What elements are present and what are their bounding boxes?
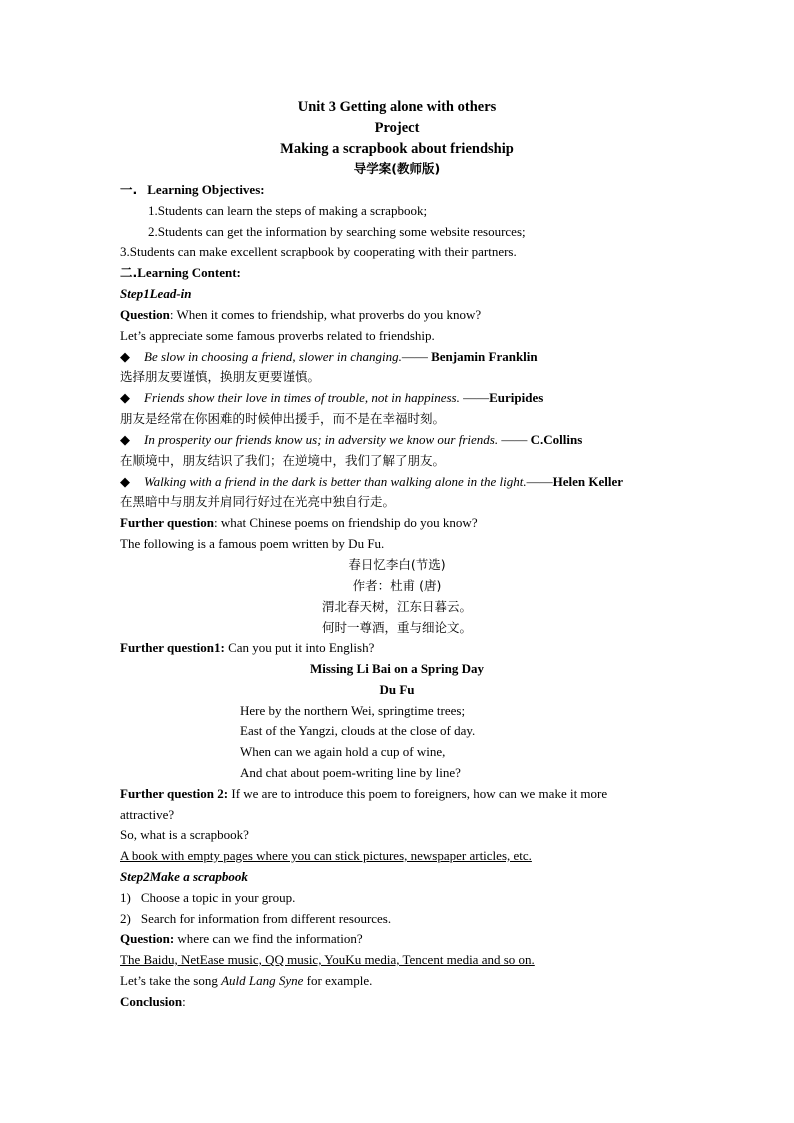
conclusion-colon: : bbox=[182, 994, 186, 1009]
objective-item: 3.Students can make excellent scrapbook by cooperating with their partners. bbox=[120, 244, 517, 259]
step2-question bbox=[120, 930, 363, 948]
proverb-dash: —— bbox=[526, 474, 553, 489]
objectives-heading-num: 一. bbox=[120, 182, 138, 197]
proverb-translation: 在顺境中，朋友结识了我们；在逆境中，我们了解了朋友。 bbox=[120, 453, 446, 468]
step2-question-label: Question: bbox=[120, 931, 175, 946]
further-question-1 bbox=[120, 639, 374, 657]
step2-item-num: 2) bbox=[120, 911, 131, 926]
conclusion-label: Conclusion bbox=[120, 994, 183, 1009]
proverb-dash: —— bbox=[459, 390, 490, 405]
scrapbook-question: So, what is a scrapbook? bbox=[120, 827, 249, 842]
conclusion bbox=[120, 993, 186, 1011]
step2-item bbox=[120, 889, 295, 907]
poem-en-line: When can we again hold a cup of wine, bbox=[240, 744, 446, 759]
proverb-line bbox=[120, 348, 538, 366]
song-title: Auld Lang Syne bbox=[221, 973, 304, 988]
poem-en-line: East of the Yangzi, clouds at the close of day. bbox=[240, 723, 476, 738]
proverb-text: In prosperity our friends know us; in adversity we know our friends. bbox=[144, 432, 499, 447]
fq2-text-cont: attractive? bbox=[120, 807, 175, 822]
proverb-translation: 在黑暗中与朋友并肩同行好过在光亮中独自行走。 bbox=[120, 494, 396, 509]
song-example bbox=[120, 972, 372, 990]
poem-en-author: Du Fu bbox=[379, 682, 415, 697]
poem-en-title: Missing Li Bai on a Spring Day bbox=[309, 661, 485, 676]
proverb-translation: 选择朋友要谨慎，换朋友更要谨慎。 bbox=[120, 369, 321, 384]
proverb-author: Euripides bbox=[489, 390, 544, 405]
question-text: : When it comes to friendship, what proverbs do you know? bbox=[169, 307, 482, 322]
proverb-author: Benjamin Franklin bbox=[427, 349, 538, 364]
poem-en-line: Here by the northern Wei, springtime trees; bbox=[240, 703, 466, 718]
poem-cn-title: 春日忆李白(节选) bbox=[348, 557, 446, 572]
fq1-label: Further question1: bbox=[120, 640, 225, 655]
proverb-dash: —— bbox=[498, 432, 531, 447]
bullet-diamond-icon: ◆ bbox=[120, 349, 130, 364]
step2-item bbox=[120, 910, 391, 928]
further-question bbox=[120, 514, 478, 532]
objective-item: 1.Students can learn the steps of making a scrapbook; bbox=[148, 203, 428, 218]
proverb-dash: —— bbox=[401, 349, 428, 364]
fq2-label: Further question 2: bbox=[120, 786, 229, 801]
project-title: Project bbox=[374, 120, 420, 136]
objective-item: 2.Students can get the information by searching some website resources; bbox=[148, 224, 526, 239]
further-text: : what Chinese poems on friendship do you know? bbox=[214, 515, 478, 530]
unit-title: Unit 3 Getting alone with others bbox=[297, 99, 497, 115]
further-label: Further question bbox=[120, 515, 215, 530]
proverb-text: Walking with a friend in the dark is better than walking alone in the light. bbox=[144, 474, 527, 489]
poem-cn-author: 作者：杜甫 (唐) bbox=[352, 578, 442, 593]
content-heading-text: Learning Content: bbox=[137, 265, 241, 280]
bullet-diamond-icon: ◆ bbox=[120, 432, 130, 447]
proverb-author: C.Collins bbox=[530, 432, 583, 447]
proverb-text: Be slow in choosing a friend, slower in changing. bbox=[144, 349, 402, 364]
further-question-2 bbox=[120, 785, 674, 803]
poem-cn-line: 渭北春天树，江东日暮云。 bbox=[321, 599, 472, 614]
objectives-heading bbox=[120, 181, 265, 199]
bullet-diamond-icon: ◆ bbox=[120, 474, 130, 489]
guide-label: 导学案(教师版) bbox=[353, 161, 441, 176]
content-heading bbox=[120, 264, 241, 282]
fq1-text: Can you put it into English? bbox=[224, 640, 375, 655]
objectives-heading-text: Learning Objectives: bbox=[147, 182, 265, 197]
proverb-line bbox=[120, 431, 582, 449]
fq2-text: If we are to introduce this poem to foreigners, how can we make it more bbox=[228, 786, 608, 801]
song-example-post: for example. bbox=[303, 973, 373, 988]
step1-question bbox=[120, 306, 481, 324]
step1-title: Step1Lead-in bbox=[120, 286, 192, 301]
proverbs-intro: Let’s appreciate some famous proverbs related to friendship. bbox=[120, 328, 435, 343]
poem-cn-line: 何时一尊酒，重与细论文。 bbox=[321, 620, 472, 635]
song-example-pre: Let’s take the song bbox=[120, 973, 222, 988]
proverb-author: Helen Keller bbox=[552, 474, 624, 489]
poem-intro: The following is a famous poem written by Du Fu. bbox=[120, 536, 385, 551]
step2-item-text: Search for information from different resources. bbox=[140, 911, 392, 926]
lesson-subtitle: Making a scrapbook about friendship bbox=[280, 141, 514, 157]
step2-item-text: Choose a topic in your group. bbox=[140, 890, 296, 905]
step2-answer: The Baidu, NetEase music, QQ music, YouKu media, Tencent media and so on. bbox=[120, 952, 535, 967]
step2-question-text: where can we find the information? bbox=[174, 931, 363, 946]
step2-title: Step2Make a scrapbook bbox=[120, 869, 248, 884]
proverb-text: Friends show their love in times of trouble, not in happiness. bbox=[144, 390, 460, 405]
poem-en-line: And chat about poem-writing line by line? bbox=[240, 765, 461, 780]
proverb-line bbox=[120, 473, 623, 491]
scrapbook-answer: A book with empty pages where you can stick pictures, newspaper articles, etc. bbox=[120, 848, 532, 863]
proverb-translation: 朋友是经常在你困难的时候伸出援手，而不是在幸福时刻。 bbox=[120, 411, 446, 426]
content-heading-num: 二. bbox=[120, 265, 138, 280]
question-label: Question bbox=[120, 307, 170, 322]
proverb-line bbox=[120, 389, 543, 407]
bullet-diamond-icon: ◆ bbox=[120, 390, 130, 405]
step2-item-num: 1) bbox=[120, 890, 131, 905]
